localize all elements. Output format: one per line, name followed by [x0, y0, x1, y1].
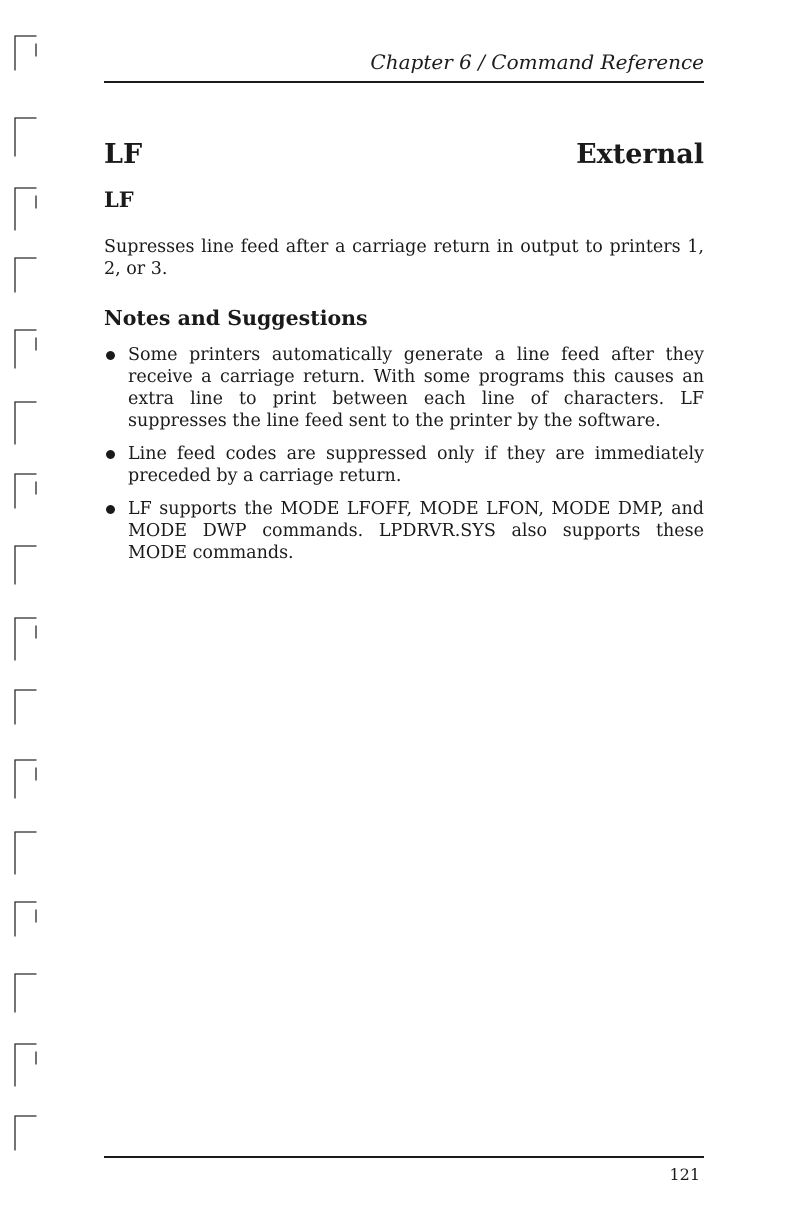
binding-mark — [15, 36, 36, 70]
list-item — [104, 498, 704, 564]
bullet-icon — [106, 505, 115, 514]
page-number: 121 — [669, 1165, 700, 1184]
binding-mark — [15, 1116, 36, 1150]
footer-rule — [104, 1156, 704, 1158]
binding-mark — [15, 118, 36, 156]
binding-mark — [15, 188, 36, 230]
binding-marks — [0, 0, 60, 1222]
binding-mark — [15, 902, 36, 936]
list-item-text: Line feed codes are suppressed only if they are immediately preceded by a carriage return. — [128, 444, 704, 486]
notes-heading: Notes and Suggestions — [104, 306, 368, 330]
command-name: LF — [104, 139, 143, 170]
command-title-row — [104, 138, 704, 172]
bullet-icon — [106, 351, 115, 360]
binding-mark — [15, 618, 36, 660]
list-item-text: LF supports the MODE LFOFF, MODE LFON, MODE DMP, and MODE DWP commands. LPDRVR.SYS also supports these MODE commands. — [128, 499, 704, 563]
binding-mark — [15, 474, 36, 508]
binding-mark — [15, 690, 36, 724]
binding-mark — [15, 546, 36, 584]
binding-mark — [15, 1044, 36, 1086]
list-item-text: Some printers automatically generate a line feed after they receive a carriage return. With some programs this causes an extra line to print between each line of characters. LF suppresses the line feed sent to the printer by the software. — [128, 345, 704, 431]
binding-mark — [15, 258, 36, 292]
binding-marks-graphic — [0, 0, 60, 1222]
notes-list — [104, 344, 704, 575]
running-head: Chapter 6 / Command Reference — [370, 50, 704, 74]
command-type: External — [576, 139, 704, 170]
binding-mark — [15, 760, 36, 798]
binding-mark — [15, 832, 36, 874]
binding-mark — [15, 330, 36, 368]
binding-mark — [15, 402, 36, 444]
command-description: Supresses line feed after a carriage return in output to printers 1, 2, or 3. — [104, 237, 704, 279]
list-item — [104, 443, 704, 487]
command-syntax: LF — [104, 187, 134, 212]
binding-mark — [15, 974, 36, 1012]
list-item — [104, 344, 704, 432]
bullet-icon — [106, 450, 115, 459]
header-rule — [104, 81, 704, 83]
